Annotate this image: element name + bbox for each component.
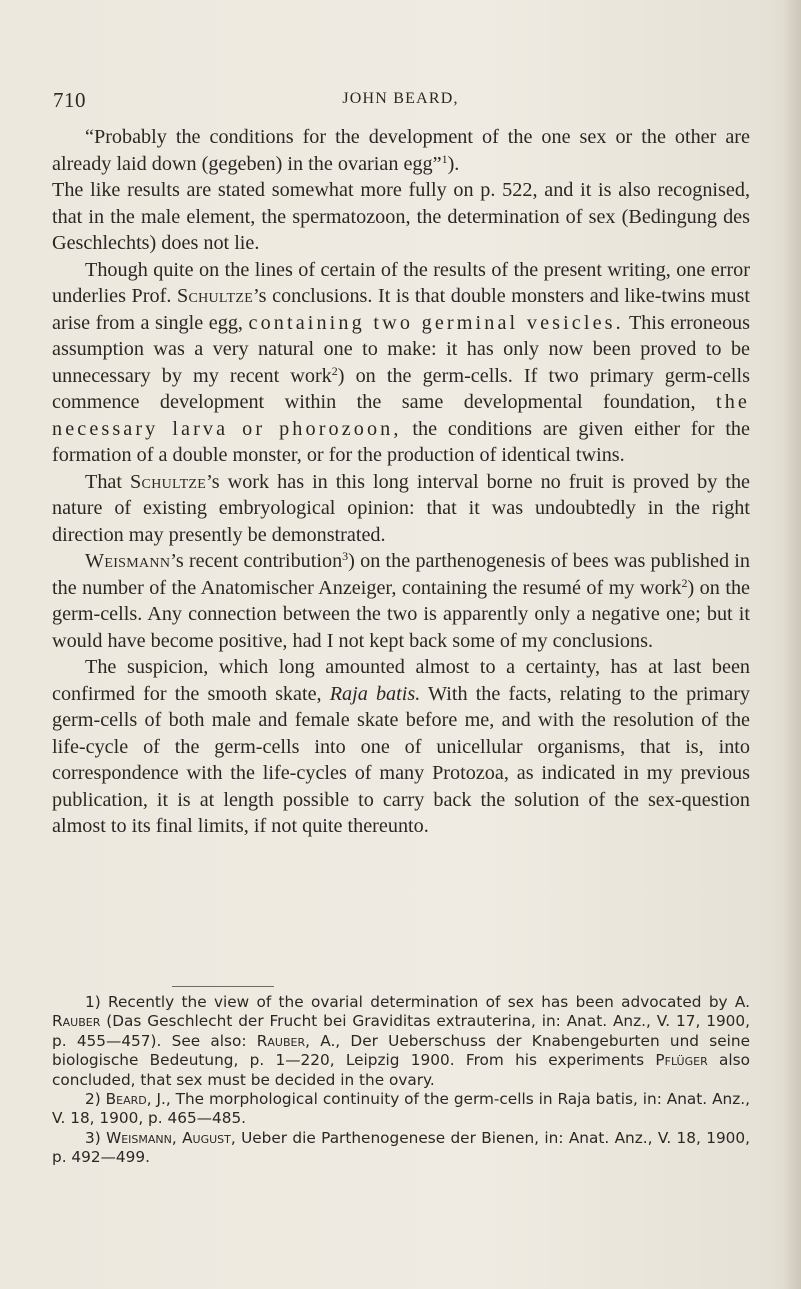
species-name: Raja batis. — [329, 682, 421, 705]
footnote-ref-2b: 2 — [681, 575, 688, 590]
footnote-2 — [52, 1090, 750, 1129]
text-run: also concluded, that sex must be decided in the ovary. — [52, 1051, 750, 1089]
text-run: , — [171, 1128, 183, 1147]
text-run: ). — [447, 152, 460, 175]
paragraph-5 — [52, 654, 750, 840]
text-run: That — [85, 470, 131, 493]
text-run: 2) — [85, 1090, 106, 1109]
author-name: Weismann — [106, 1128, 172, 1147]
footnote-ref-3: 3 — [342, 549, 349, 563]
text-run: “Probably the conditions for the development of the one sex or the other are already laid down (gegeben) in the ovarian egg” — [52, 126, 750, 175]
author-name: Beard — [105, 1090, 147, 1109]
text-run: ’s work has in this long interval borne no fruit is proved by the nature of existing embryological opinion: that it was undoubtedly in the right direction may presently be demonstrated. — [52, 470, 751, 546]
paragraph-3 — [52, 469, 750, 549]
emphasis-spaced: the necessary larva or phorozoon, — [52, 391, 750, 440]
body-text — [52, 124, 750, 840]
footnote-1 — [52, 993, 750, 1090]
text-run: 1) Recently the view of the ovarial determination of sex has been advocated by A. — [85, 993, 750, 1011]
author-name: Schultze — [130, 470, 207, 493]
footnote-ref-1: 1 — [441, 151, 448, 166]
text-run: With the facts, relating to the primary germ-cells of both male and female skate before me, and with the resolution of the life-cycle of the germ-cells into one of unicellular organisms, that is, into correspondence with the life-cycles of many Protozoa, as indicated in my previous publication, it is at length possible to carry back the solution of the sex-question almost to its final limits, if not quite thereunto. — [52, 682, 751, 837]
author-name: Rauber — [256, 1031, 306, 1050]
page-header — [53, 88, 748, 118]
text-run: ) on the parthenogenesis of bees was published in the number of the Anatomischer Anzeiger, containing the resumé of my work — [52, 550, 750, 599]
text-run: , A., Der Ueberschuss der Knabengeburten und seine biologische Bedeutung, p. 1—220, Leipzig 1900. From his experiments — [52, 1031, 750, 1070]
text-run: Though quite on the lines of certain of the results of the present writing, one error underlies Prof. — [52, 258, 750, 307]
paragraph-4 — [52, 548, 750, 654]
page-number: 710 — [53, 88, 86, 112]
author-name: Rauber — [52, 1012, 101, 1031]
text-run: ) on the germ-cells. Any connection between the two is apparently only a negative one; but it would have become positive, had I not kept back some of my conclusions. — [52, 576, 750, 652]
text-run: ’s recent contribution — [170, 550, 343, 572]
author-name: Schultze — [176, 285, 254, 307]
page-edge-shadow — [783, 0, 801, 1289]
text-run: The like results are stated somewhat more fully on p. 522, and it is also recognised, that in the male element, the spermatozoon, the determination of sex (Bedingung des Geschlechts) does not lie. — [52, 179, 750, 254]
text-run: (Das Geschlecht der Frucht bei Graviditas extrauterina, in: Anat. Anz., V. 17, 1900, p. 455—457). See also: — [52, 1012, 750, 1050]
text-run: 3) — [85, 1128, 107, 1147]
footnotes — [52, 993, 750, 1168]
text-run: ) on the germ-cells. If two primary germ-cells commence development within the same developmental foundation, — [52, 364, 750, 413]
text-run: The suspicion, which long amounted almost to a certainty, has at last been confirmed for the smooth skate, — [52, 656, 750, 705]
text-run: This erroneous assumption was a very natural one to make: it has only now been proved to be unnecessary by my recent work — [52, 311, 750, 387]
emphasis-spaced: containing two germinal vesicles. — [248, 311, 624, 334]
author-name: August — [182, 1128, 231, 1147]
text-run: , J., The morphological continuity of the germ-cells in Raja batis, in: Anat. Anz., V. 18, 1900, p. 465—485. — [52, 1090, 750, 1128]
paragraph-1 — [52, 124, 750, 257]
author-name: Pflüger — [655, 1051, 708, 1070]
author-name: Weismann — [85, 550, 171, 572]
footnote-ref-2: 2 — [331, 363, 338, 378]
footnote-3 — [52, 1129, 750, 1168]
text-run: ’s conclusions. It is that double monsters and like-twins must arise from a single egg, — [52, 285, 750, 334]
text-run: the conditions are given either for the formation of a double monster, or for the production of identical twins. — [52, 417, 750, 466]
paragraph-2 — [52, 257, 750, 469]
text-run: , Ueber die Parthenogenese der Bienen, in: Anat. Anz., V. 18, 1900, p. 492—499. — [52, 1128, 750, 1167]
running-head: JOHN BEARD, — [342, 90, 459, 107]
footnote-rule — [172, 986, 274, 987]
